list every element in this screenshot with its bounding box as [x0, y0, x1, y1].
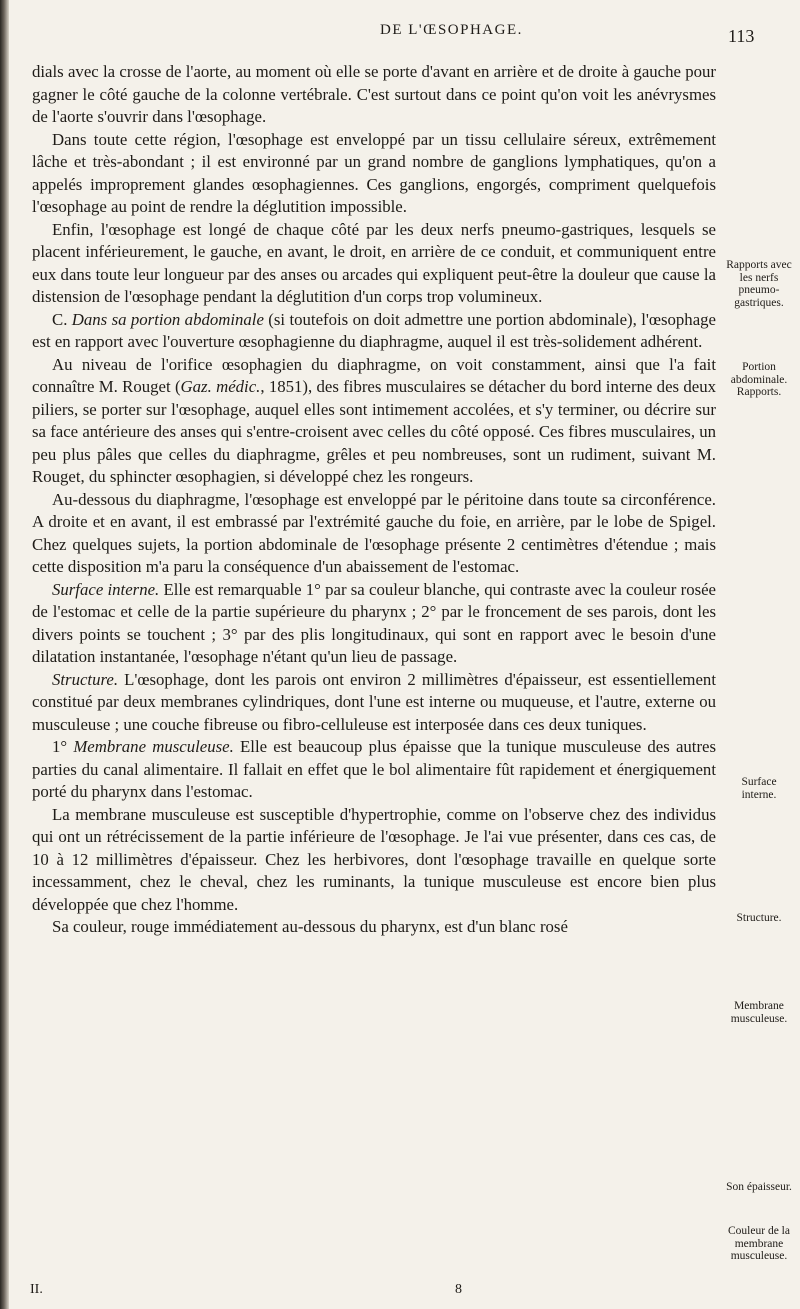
- italic-text: Surface interne.: [52, 579, 160, 599]
- text-run: dials avec la crosse de l'aorte, au moment où elle se porte d'avant en arrière et de droite à gauche pour gagner le côté gauche de la colonne vertébrale. C'est surtout dans ce point qu'on voit les anévrysmes de l'aorte s'ouvrir dans l'œsophage.: [32, 62, 716, 126]
- paragraph: [32, 916, 716, 939]
- margin-note-epaisseur: Son épaisseur.: [726, 1181, 792, 1193]
- volume-number: II.: [30, 1282, 43, 1297]
- margin-note-structure: Structure.: [736, 912, 782, 924]
- page-binding-edge: [0, 0, 9, 1309]
- paragraph: [32, 354, 716, 489]
- paragraph: [32, 309, 716, 354]
- text-run: La membrane musculeuse est susceptible d'hypertrophie, comme on l'observe chez des individus qui ont un rétrécissement de la partie inférieure de l'œsophage. Je l'ai vue présenter, dans ces cas, de 10 à 12 millimètres d'épaisseur. Chez les herbivores, dont l'œsophage travaille en quelque sorte incessamment, chez le cheval, chez les ruminants, la tunique musculeuse est encore bien plus développée que chez l'homme.: [32, 804, 716, 914]
- text-run: (si toutefois on doit admettre une portion abdominale), l'œsophage est en rapport avec l'ouverture œsophagienne du diaphragme, auquel il est très-solidement adhérent.: [32, 309, 716, 351]
- text-run: 1°: [52, 737, 74, 756]
- margin-note-couleur: Couleur de la membrane musculeuse.: [728, 1225, 790, 1262]
- text-run: Sa couleur, rouge immédiatement au-dessous du pharynx, est d'un blanc rosé: [52, 917, 568, 936]
- page-header: [0, 8, 800, 44]
- margin-note-membrane-musculeuse: Membrane musculeuse.: [730, 1000, 788, 1025]
- body-text: [32, 61, 716, 939]
- text-run: Elle est remarquable 1° par sa couleur blanche, qui contraste avec la couleur rosée de l'estomac et celle de la partie supérieure du pharynx ; 2° par le froncement de ses parois, dont les divers points se touchent ; 3° par des plis longitudinaux, qui sont en rapport avec le besoin d'une dilatation instantanée, l'œsophage n'étant qu'un lieu de passage.: [32, 579, 717, 666]
- text-run: , 1851), des fibres musculaires se détacher du bord interne des deux piliers, se porter sur l'œsophage, auquel elles sont intimement accolées, et s'y terminer, ou décrire sur sa face antérieure des anses qui s'entre-croisent avec celles du côté opposé. Ces fibres musculaires, un peu plus pâles que celles du diaphragme, grêles et peu nombreuses, sont un rudiment, suivant M. Rouget, du sphincter œsophagien, si développé chez les rongeurs.: [32, 377, 716, 486]
- text-run: L'œsophage, dont les parois ont environ 2 millimètres d'épaisseur, est essentiellement constitué par deux membranes cylindriques, dont l'une est interne ou muqueuse, et l'autre, externe ou musculeuse ; une couche fibreuse ou fibro-celluleuse est interposée dans ces deux tuniques.: [32, 669, 716, 734]
- page-footer: [0, 1282, 800, 1304]
- text-run: Enfin, l'œsophage est longé de chaque côté par les deux nerfs pneumo-gastriques, lesquels se placent inférieurement, le gauche, en avant, le droit, en arrière de ce conduit, et communiquent entre eux dans toute leur longueur par des anses ou arcades qui expliquent peut-être la douleur que cause la distension de l'œsophage pendant la déglutition d'un corps trop volumineux.: [32, 219, 716, 306]
- italic-text: Gaz. médic.: [180, 377, 261, 396]
- margin-note-rapports-nerfs: Rapports avec les nerfs pneumo-gastriques.: [726, 259, 792, 309]
- paragraph: [32, 804, 716, 917]
- paragraph: [32, 579, 716, 669]
- paragraph: [32, 669, 716, 737]
- text-run: Au-dessous du diaphragme, l'œsophage est enveloppé par le péritoine dans toute sa circonférence. A droite et en avant, il est embrassé par l'extrémité gauche du foie, en arrière, par le lobe de Spigel. Chez quelques sujets, la portion abdominale de l'œsophage présente 2 centimètres d'étendue ; mais cette disposition m'a paru la conséquence d'un abaissement de l'estomac.: [32, 489, 716, 576]
- paragraph: [32, 129, 716, 219]
- signature-mark: 8: [455, 1282, 462, 1297]
- text-run: C.: [52, 309, 72, 329]
- italic-text: Dans sa portion abdominale: [71, 309, 264, 329]
- text-run: Au niveau de l'orifice œsophagien du diaphragme, on voit constamment, ainsi que l'a fait connaître M. Rouget (: [32, 354, 716, 396]
- margin-note-portion-abdominale: Portion abdominale. Rapports.: [730, 361, 788, 398]
- paragraph: [32, 736, 716, 804]
- italic-text: Membrane musculeuse.: [73, 737, 234, 756]
- margin-note-surface-interne: Surface interne.: [741, 776, 777, 801]
- page-number: 113: [728, 26, 755, 46]
- text-run: Elle est beaucoup plus épaisse que la tunique musculeuse des autres parties du canal alimentaire. Il fallait en effet que le bol alimentaire fût rapidement et énergiquement porté du pharynx dans l'estomac.: [32, 737, 717, 801]
- italic-text: Structure.: [52, 669, 119, 689]
- running-title: DE L'ŒSOPHAGE.: [380, 22, 523, 38]
- paragraph: [32, 219, 716, 309]
- text-run: Dans toute cette région, l'œsophage est enveloppé par un tissu cellulaire séreux, extrêmement lâche et très-abondant ; il est environné par un grand nombre de ganglions lymphatiques, qu'on a appelés improprement glandes œsophagiennes. Ces ganglions, engorgés, compriment quelquefois l'œsophage au point de rendre la déglutition impossible.: [32, 129, 716, 216]
- paragraph: [32, 489, 716, 579]
- paragraph: [32, 61, 716, 129]
